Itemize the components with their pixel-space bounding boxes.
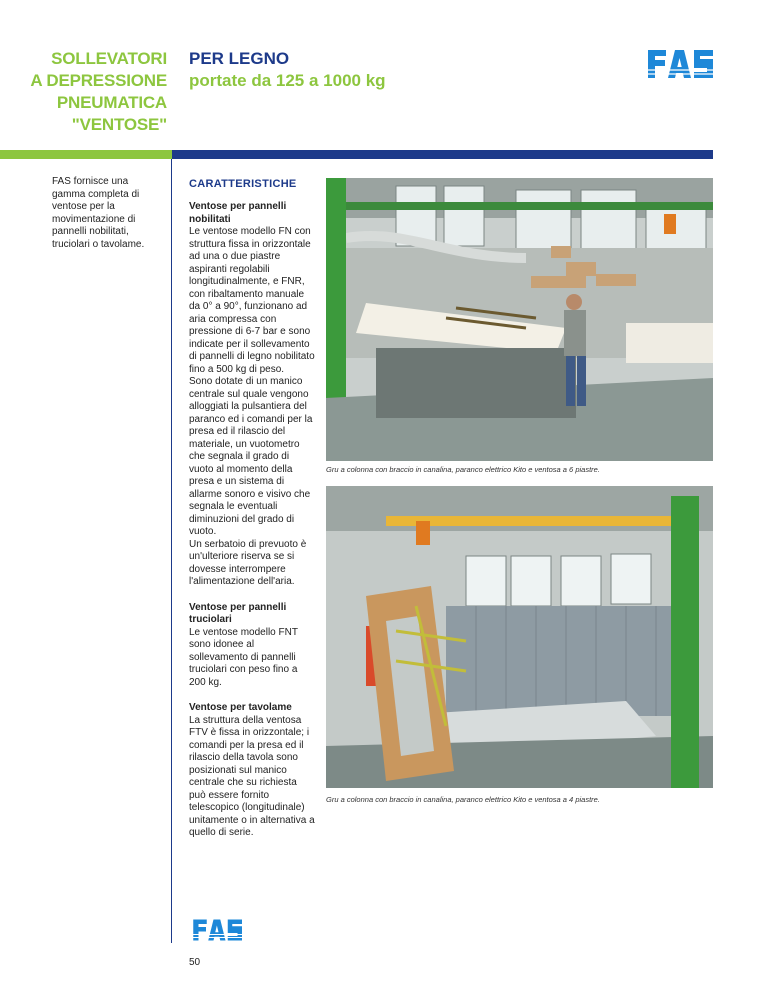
block-title: Ventose per tavolame <box>189 702 292 713</box>
intro-text: FAS fornisce una gamma completa di ventose per la movimentazione di pannelli nobilitati, truciolari o tavolame. <box>52 176 145 250</box>
heading-line: SOLLEVATORI <box>51 49 167 68</box>
page-title: PER LEGNO <box>189 49 290 68</box>
photo-caption: Gru a colonna con braccio in canalina, paranco elettrico Kito e ventosa a 4 piastre. <box>326 795 600 804</box>
block-title: Ventose per pannelli nobilitati <box>189 201 287 225</box>
block-paragraph: Un serbatoio di prevuoto è un'ulteriore riserva se si dovesse interrompere l'alimentazione dell'aria. <box>189 538 307 587</box>
block-paragraph: Sono dotate di un manico centrale sul quale vengono alloggiati la pulsantiera del paranco ed i comandi per la presa ed il rilascio del materiale, un vuotometro che segnala il grado di vuoto al momento della presa e un sistema di allarme sonoro e visivo che segnala le eventuali diminuzioni del grado di vuoto. <box>189 376 313 537</box>
photo-caption: Gru a colonna con braccio in canalina, paranco elettrico Kito e ventosa a 6 piastre. <box>326 465 600 474</box>
green-bar <box>0 150 172 159</box>
block-paragraph: Le ventose modello FN con struttura fissa in orizzontale ad una o due piastre aspiranti regolabili longitudinalmente, e FNR, con ribaltamento manuale da 0° a 90°, funzionano ad aria compressa con pressione di 6-7 bar e sono indicate per il sollevamento di pannelli di legno nobilitato fino a 500 kg di peso. <box>189 226 315 375</box>
block-title: Ventose per pannelli truciolari <box>189 601 287 625</box>
block-tavolame <box>189 702 315 840</box>
heading-line: A DEPRESSIONE <box>30 71 167 90</box>
heading-line: PNEUMATICA <box>56 93 167 112</box>
section-title: CARATTERISTICHE <box>189 178 297 190</box>
heading-title <box>189 48 386 92</box>
page-subtitle: portate da 125 a 1000 kg <box>189 71 386 90</box>
body-text <box>189 201 315 853</box>
page-number: 50 <box>189 957 201 968</box>
block-paragraph: La struttura della ventosa FTV è fissa in orizzontale; i comandi per la presa ed il rilascio della tavola sono posizionati sul manico centrale che su richiesta può essere fornito telescopico (longitudinale) unitamente o in alternativa a quello di serie. <box>189 714 315 838</box>
heading-line: "VENTOSE" <box>71 115 167 134</box>
blue-bar <box>172 150 713 159</box>
photo-vacuum-lifter-6-plates <box>326 178 713 461</box>
fas-logo <box>189 915 247 945</box>
block-nobilitati <box>189 201 315 589</box>
block-truciolari <box>189 602 315 690</box>
fas-logo <box>646 44 716 84</box>
photo-vacuum-lifter-4-plates <box>326 486 713 788</box>
heading-product-family <box>0 48 167 136</box>
block-paragraph: Le ventose modello FNT sono idonee al sollevamento di pannelli truciolari con peso fino a 200 kg. <box>189 626 298 688</box>
column-divider <box>171 159 172 943</box>
